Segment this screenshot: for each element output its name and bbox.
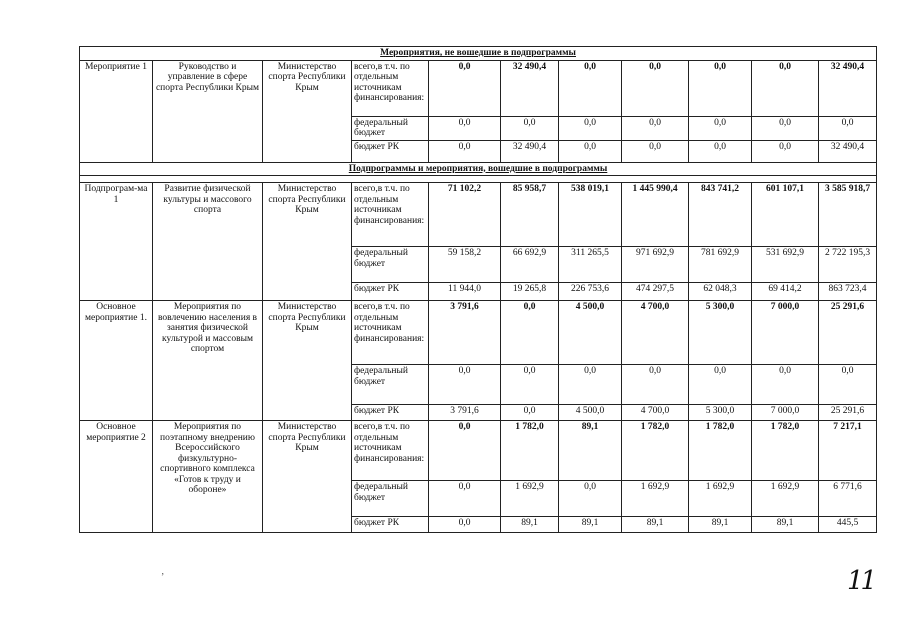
value-cell: 19 265,8: [501, 283, 559, 301]
value-cell: 32 490,4: [501, 60, 559, 116]
value-cell: 4 500,0: [559, 405, 622, 421]
value-cell: 1 692,9: [501, 481, 559, 517]
value-cell: 1 692,9: [752, 481, 819, 517]
table-row: [80, 183, 877, 247]
value-cell: 0,0: [501, 365, 559, 405]
executor-cell: Министерство спорта Республики Крым: [263, 301, 352, 421]
item-name-cell: Мероприятия по поэтапному внедрению Всероссийского физкультурно-спортивного комплекса «Готов к труду и обороне»: [153, 421, 263, 533]
value-cell: 11 944,0: [429, 283, 501, 301]
item-cell: Мероприятие 1: [80, 60, 153, 162]
item-name-cell: Руководство и управление в сфере спорта Республики Крым: [153, 60, 263, 162]
value-cell: 1 692,9: [689, 481, 752, 517]
value-cell: 601 107,1: [752, 183, 819, 247]
value-cell: 0,0: [429, 60, 501, 116]
source-label-cell: бюджет РК: [352, 517, 429, 533]
source-label-cell: бюджет РК: [352, 283, 429, 301]
item-cell: Основное мероприятие 1.: [80, 301, 153, 421]
value-cell: 25 291,6: [819, 405, 877, 421]
value-cell: 4 700,0: [622, 301, 689, 365]
value-cell: 0,0: [429, 517, 501, 533]
value-cell: 311 265,5: [559, 247, 622, 283]
value-cell: 4 500,0: [559, 301, 622, 365]
section-header-row: [80, 162, 877, 176]
value-cell: 66 692,9: [501, 247, 559, 283]
table-row: [80, 421, 877, 481]
item-name-cell: Мероприятия по вовлечению населения в занятия физической культурой и массовым спортом: [153, 301, 263, 421]
value-cell: 59 158,2: [429, 247, 501, 283]
item-cell: Основное мероприятие 2: [80, 421, 153, 533]
section-header-in-subprograms: Подпрограммы и мероприятия, вошедшие в подпрограммы: [80, 162, 877, 176]
value-cell: 89,1: [689, 517, 752, 533]
value-cell: 7 217,1: [819, 421, 877, 481]
value-cell: 0,0: [501, 405, 559, 421]
value-cell: 0,0: [429, 140, 501, 162]
value-cell: 71 102,2: [429, 183, 501, 247]
value-cell: 0,0: [819, 365, 877, 405]
table-row: [80, 60, 877, 116]
source-label-cell: федеральный бюджет: [352, 247, 429, 283]
executor-cell: Министерство спорта Республики Крым: [263, 183, 352, 301]
value-cell: 32 490,4: [501, 140, 559, 162]
value-cell: 445,5: [819, 517, 877, 533]
executor-cell: Министерство спорта Республики Крым: [263, 421, 352, 533]
table-row: [80, 301, 877, 365]
value-cell: 226 753,6: [559, 283, 622, 301]
value-cell: 3 585 918,7: [819, 183, 877, 247]
source-label-cell: всего,в т.ч. по отдельным источникам финансирования:: [352, 301, 429, 365]
value-cell: 62 048,3: [689, 283, 752, 301]
value-cell: 3 791,6: [429, 301, 501, 365]
value-cell: 0,0: [559, 365, 622, 405]
value-cell: 0,0: [689, 140, 752, 162]
value-cell: 1 782,0: [622, 421, 689, 481]
value-cell: 89,1: [501, 517, 559, 533]
value-cell: 3 791,6: [429, 405, 501, 421]
item-cell: Подпрограм-ма 1: [80, 183, 153, 301]
value-cell: 89,1: [752, 517, 819, 533]
value-cell: 0,0: [559, 481, 622, 517]
value-cell: 32 490,4: [819, 60, 877, 116]
value-cell: 971 692,9: [622, 247, 689, 283]
value-cell: 4 700,0: [622, 405, 689, 421]
funding-table: [79, 46, 877, 533]
value-cell: 0,0: [622, 140, 689, 162]
value-cell: 0,0: [501, 116, 559, 140]
value-cell: 25 291,6: [819, 301, 877, 365]
value-cell: 89,1: [622, 517, 689, 533]
value-cell: 1 445 990,4: [622, 183, 689, 247]
item-name-cell: Развитие физической культуры и массового спорта: [153, 183, 263, 301]
page-number: 11: [847, 566, 875, 596]
value-cell: 0,0: [429, 365, 501, 405]
value-cell: 7 000,0: [752, 301, 819, 365]
value-cell: 0,0: [689, 365, 752, 405]
value-cell: 89,1: [559, 517, 622, 533]
value-cell: 89,1: [559, 421, 622, 481]
value-cell: 0,0: [429, 481, 501, 517]
value-cell: 843 741,2: [689, 183, 752, 247]
value-cell: 85 958,7: [501, 183, 559, 247]
source-label-cell: федеральный бюджет: [352, 481, 429, 517]
value-cell: 531 692,9: [752, 247, 819, 283]
stray-mark: ‚: [161, 566, 165, 577]
source-label-cell: всего,в т.ч. по отдельным источникам финансирования:: [352, 183, 429, 247]
source-label-cell: всего,в т.ч. по отдельным источникам финансирования:: [352, 421, 429, 481]
value-cell: 1 692,9: [622, 481, 689, 517]
source-label-cell: федеральный бюджет: [352, 365, 429, 405]
value-cell: 781 692,9: [689, 247, 752, 283]
value-cell: 0,0: [689, 60, 752, 116]
value-cell: 7 000,0: [752, 405, 819, 421]
value-cell: 32 490,4: [819, 140, 877, 162]
value-cell: 0,0: [819, 116, 877, 140]
spacer-cell: [80, 176, 877, 183]
value-cell: 863 723,4: [819, 283, 877, 301]
value-cell: 5 300,0: [689, 301, 752, 365]
value-cell: 0,0: [622, 60, 689, 116]
value-cell: 2 722 195,3: [819, 247, 877, 283]
source-label-cell: всего,в т.ч. по отдельным источникам финансирования:: [352, 60, 429, 116]
section-header-not-in-subprograms: Мероприятия, не вошедшие в подпрограммы: [80, 47, 877, 61]
value-cell: 0,0: [429, 116, 501, 140]
section-header-row: [80, 47, 877, 61]
executor-cell: Министерство спорта Республики Крым: [263, 60, 352, 162]
spacer-row: [80, 176, 877, 183]
value-cell: 0,0: [559, 116, 622, 140]
source-label-cell: бюджет РК: [352, 405, 429, 421]
value-cell: 0,0: [689, 116, 752, 140]
table-body: [80, 47, 877, 533]
value-cell: 0,0: [752, 60, 819, 116]
value-cell: 69 414,2: [752, 283, 819, 301]
value-cell: 0,0: [752, 365, 819, 405]
value-cell: 0,0: [501, 301, 559, 365]
value-cell: 1 782,0: [501, 421, 559, 481]
source-label-cell: бюджет РК: [352, 140, 429, 162]
value-cell: 0,0: [559, 140, 622, 162]
value-cell: 1 782,0: [752, 421, 819, 481]
value-cell: 0,0: [622, 365, 689, 405]
value-cell: 0,0: [559, 60, 622, 116]
value-cell: 6 771,6: [819, 481, 877, 517]
value-cell: 0,0: [429, 421, 501, 481]
source-label-cell: федеральный бюджет: [352, 116, 429, 140]
value-cell: 538 019,1: [559, 183, 622, 247]
value-cell: 1 782,0: [689, 421, 752, 481]
value-cell: 0,0: [752, 116, 819, 140]
value-cell: 474 297,5: [622, 283, 689, 301]
value-cell: 0,0: [752, 140, 819, 162]
value-cell: 5 300,0: [689, 405, 752, 421]
value-cell: 0,0: [622, 116, 689, 140]
